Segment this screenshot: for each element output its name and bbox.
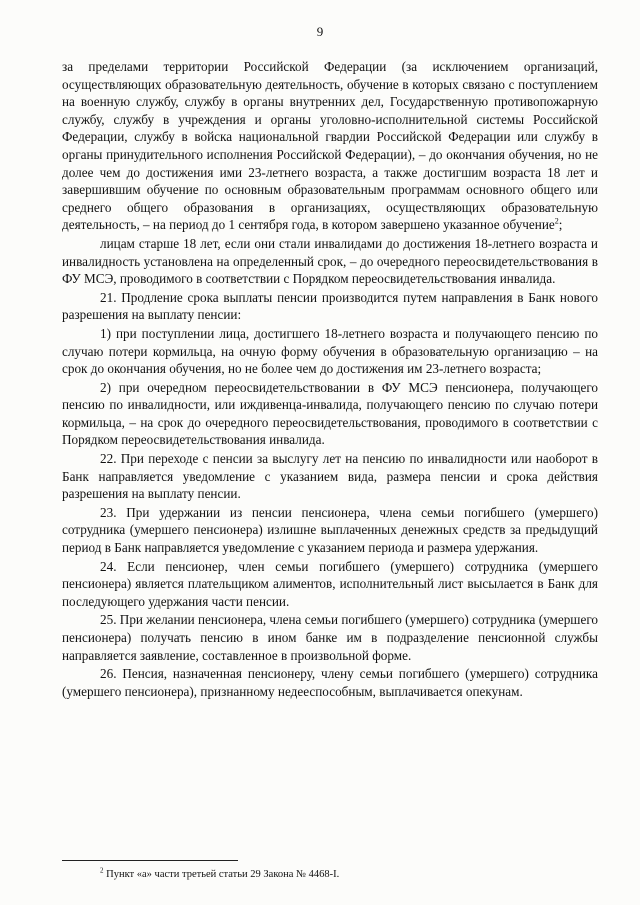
footnote-text: Пункт «а» части третьей статьи 29 Закона № 4468-I.: [103, 869, 340, 880]
footnote-marker: 2: [100, 866, 104, 875]
paragraph-clause-25: 25. При желании пенсионера, члена семьи погибшего (умершего) сотрудника (умершего пенсионера) получать пенсию в ином банке им в подразделение пенсионной службы направляется заявление, составленное в произвольной форме.: [62, 612, 598, 663]
paragraph-continuation: [62, 58, 598, 234]
paragraph-clause-23: 23. При удержании из пенсии пенсионера, члена семьи погибшего (умершего) сотрудника (умершего пенсионера) излишне выплаченных денежных средств за предыдущий период в Банк направляется уведомление с указанием периода и размера удержания.: [62, 504, 598, 556]
paragraph-clause-21: 21. Продление срока выплаты пенсии производится путем направления в Банк нового разрешения на выплату пенсии:: [62, 289, 598, 323]
footnote-divider: [62, 860, 238, 861]
paragraph-clause-26: 26. Пенсия, назначенная пенсионеру, члену семьи погибшего (умершего) сотрудника (умершего пенсионера), признанному недееспособным, выплачивается опекунам.: [62, 666, 598, 699]
paragraph-clause-22: 22. При переходе с пенсии за выслугу лет на пенсию по инвалидности или наоборот в Банк направляется уведомление с указанием вида, размера пенсии и срока действия разрешения на выплату пенсии.: [62, 451, 598, 502]
paragraph-clause-21-1: 1) при поступлении лица, достигшего 18-летнего возраста и получающего пенсию по случаю потери кормильца, на очную форму обучения в образовательную организацию – на срок до окончания обучения, но не более чем до достижения им 23-летнего возраста;: [62, 325, 598, 377]
document-body: [62, 58, 598, 700]
paragraph-end-punctuation: ;: [558, 217, 563, 233]
footnote-reference: 2: [554, 216, 559, 226]
paragraph: лицам старше 18 лет, если они стали инвалидами до достижения 18-летнего возраста и инвалидность установлена на определенный срок, – до очередного переосвидетельствования в ФУ МСЭ, проводимого в соответствии с Порядком переосвидетельствования инвалида.: [62, 235, 598, 287]
page-number: 9: [316, 24, 324, 39]
footnote: [100, 868, 339, 881]
paragraph-clause-24: 24. Если пенсионер, член семьи погибшего (умершего) сотрудника (умершего пенсионера) является плательщиком алиментов, исполнительный лист высылается в Банк для последующего удержания части пенсии.: [62, 558, 598, 609]
paragraph-text: за пределами территории Российской Федерации (за исключением организаций, осуществляющих образовательную деятельность, обучение в которых связано с поступлением на военную службу, службу в органы внутренних дел, Государственную противопожарную службу, службу в учреждения и органы уголовно-исполнительной системы Российской Федерации, службу в войска национальной гвардии Российской Федерации или службу в органы принудительного исполнения Российской Федерации), – до окончания обучения, но не долее чем до достижения ими 23-летнего возраста, а также достигшим возраста 18 лет и завершившим обучение по основным образовательным программам основного общего или среднего общего образования в организациях, осуществляющих образовательную деятельность, – на период до 1 сентября года, в котором завершено указанное обучение: [62, 59, 598, 233]
paragraph-clause-21-2: 2) при очередном переосвидетельствовании в ФУ МСЭ пенсионера, получающего пенсию по инвалидности, или иждивенца-инвалида, получающего пенсию по случаю потери кормильца, – на срок до очередного переосвидетельствования, проводимого в соответствии с Порядком переосвидетельствования инвалида.: [62, 379, 598, 448]
